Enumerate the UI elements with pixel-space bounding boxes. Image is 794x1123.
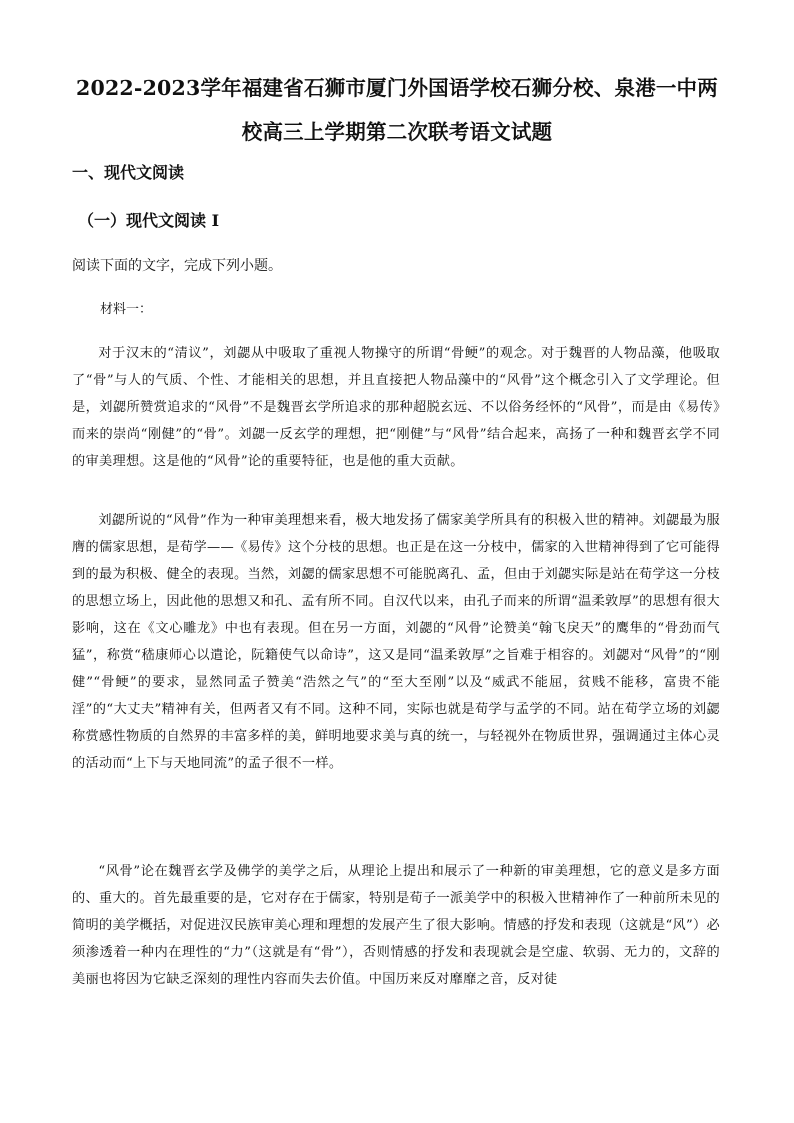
body-paragraph: 刘勰所说的“风骨”作为一种审美理想来看，极大地发扬了儒家美学所具有的积极入世的精神。刘勰最为服膺的儒家思想，是荀学——《易传》这个分枝的思想。也正是在这一分枝中，儒家的入世精神得到了它可能得到的最为积极、健全的表现。当然，刘勰的儒家思想不可能脱离孔、孟，但由于刘勰实际是站在荀学这一分枝的思想立场上，因此他的思想又和孔、孟有所不同。自汉代以来，由孔子而来的所谓“温柔敦厚”的思想有很大影响，这在《文心雕龙》中也有表现。但在另一方面，刘勰的“风骨”论赞美“翰飞戾天”的鹰隼的“骨劲而气猛”，称赏“嵇康师心以遣论，阮籍使气以命诗”，这又是同“温柔敦厚”之旨难于相容的。刘勰对“风骨”的“刚健”“骨鲠”的要求，显然同孟子赞美“浩然之气”的“至大至刚”以及“威武不能屈，贫贱不能移，富贵不能淫”的“大丈夫”精神有关，但两者又有不同。这种不同，实际也就是荀学与孟学的不同。站在荀学立场的刘勰称赏感性物质的自然界的丰富多样的美，鲜明地要求美与真的统一，与轻视外在物质世界，强调通过主体心灵的活动而“上下与天地同流”的孟子很不一样。 xyxy=(72,513,720,771)
body-paragraph: 对于汉末的“清议”，刘勰从中吸取了重视人物操守的所谓“骨鲠”的观念。对于魏晋的人物品藻，他吸取了“骨”与人的气质、个性、才能相关的思想，并且直接把人物品藻中的“风骨”这个概念引入了文学理论。但是，刘勰所赞赏追求的“风骨”不是魏晋玄学所追求的那种超脱玄远、不以俗务经怀的“风骨”，而是由《易传》而来的崇尚“刚健”的“骨”。刘勰一反玄学的理想，把“刚健”与“风骨”结合起来，高扬了一种和魏晋玄学不同的审美理想。这是他的“风骨”论的重要特征，也是他的重大贡献。 xyxy=(72,346,720,469)
document-title: 2022-2023学年福建省石狮市厦门外国语学校石狮分校、泉港一中两校高三上学期第二次联考语文试题 xyxy=(76,76,718,144)
material-label: 材料一： xyxy=(100,302,153,317)
body-paragraph: “风骨”论在魏晋玄学及佛学的美学之后，从理论上提出和展示了一种新的审美理想，它的意义是多方面的、重大的。首先最重要的是，它对存在于儒家，特别是荀子一派美学中的积极入世精神作了一种前所未见的简明的美学概括，对促进汉民族审美心理和理想的发展产生了很大影响。情感的抒发和表现（这就是“风”）必须渗透着一种内在理性的“力”（这就是有“骨”），否则情感的抒发和表现就会是空虚、软弱、无力的，文辞的美丽也将因为它缺乏深刻的理性内容而失去价值。中国历来反对靡靡之音，反对徒 xyxy=(72,864,720,987)
subsection-heading: （一）现代文阅读 I xyxy=(78,211,220,230)
reading-instruction: 阅读下面的文字，完成下列小题。 xyxy=(72,258,282,274)
section-heading: 一、现代文阅读 xyxy=(72,163,185,182)
